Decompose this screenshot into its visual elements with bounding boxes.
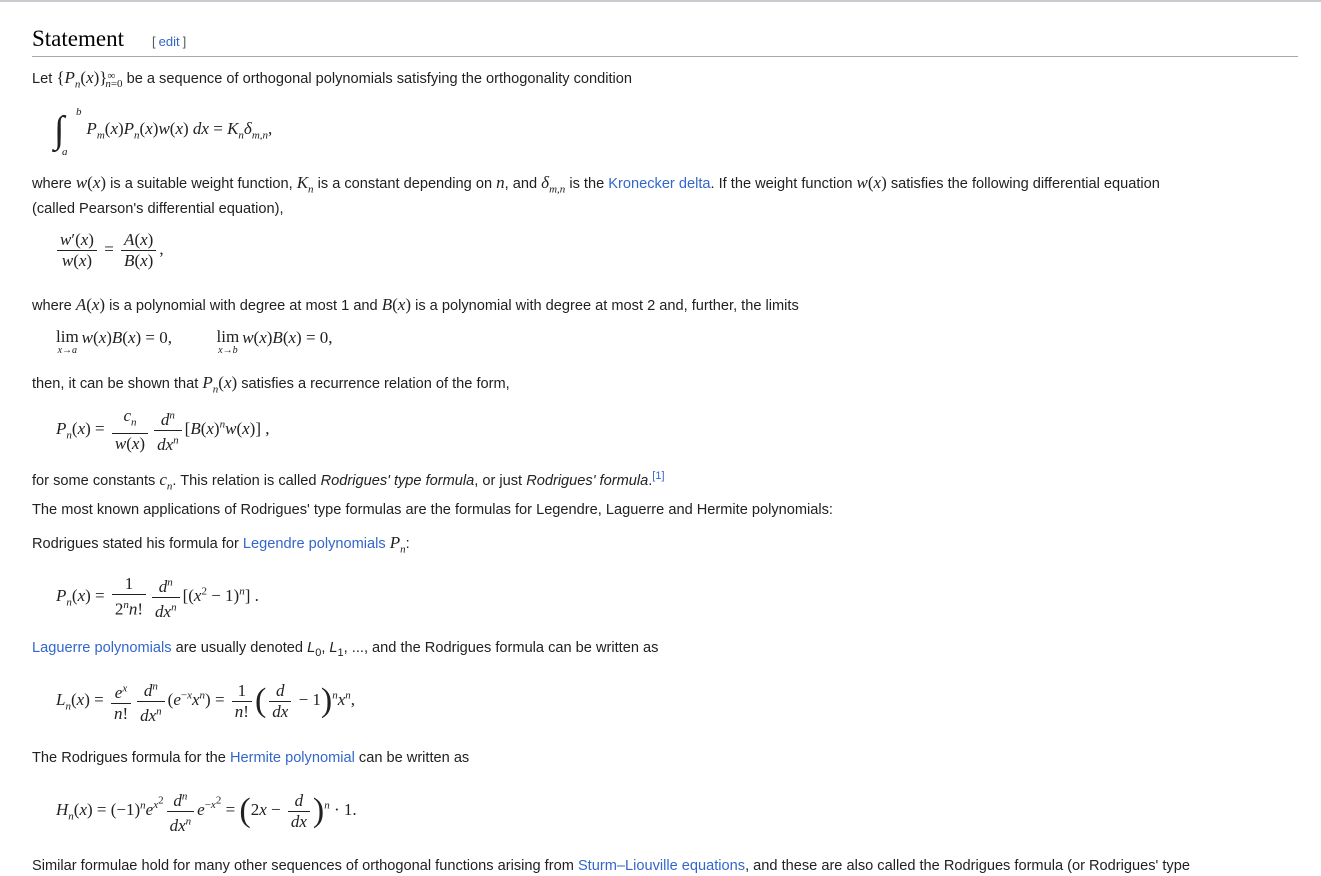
math-sequence: $\{P_n(x)\}_{\infty n=0}$ xyxy=(56,68,123,91)
formula-hermite: $H_n(x) = (-1)^ne^{x^2}$ $\frac{d^n}{dx^n}$ $e^{-x^2} = (2x$ − $\frac{d}{dx}$ )$^n$ · 1. xyxy=(56,786,357,836)
formula-orthogonality: ∫ b a $P_m(x)P_n(x)w(x)$ dx = $K_n\delta_{m,n}$, xyxy=(54,106,273,158)
paragraph-intro: Let $\{P_n(x)\}_{\infty n=0}$ be a sequence of orthogonal polynomials satisfying the orthogonality condition xyxy=(32,68,633,91)
link-legendre-polynomials[interactable]: Legendre polynomials xyxy=(242,536,386,552)
link-sturm-liouville[interactable]: Sturm–Liouville equations xyxy=(577,858,746,874)
paragraph-laguerre: Laguerre polynomials are usually denoted $L_0$, $L_1$, ..., and the Rodrigues formula can be written as xyxy=(32,640,659,659)
formula-legendre: $P_n(x)$ = $\frac{1}{2^nn!}$ $\frac{d^n}{dx^n}$ $[(x^2 - 1)^n]$ . xyxy=(56,572,259,622)
edit-section: [ edit ] xyxy=(152,34,187,49)
reference-link[interactable]: [1] xyxy=(652,470,665,482)
section-title: Statement xyxy=(32,26,124,51)
paragraph-sturm-liouville: Similar formulae hold for many other sequences of orthogonal functions arising from Sturm–Liouville equations, and these are also called the Rodrigues formula (or Rodrigues' type xyxy=(32,858,1190,874)
formula-pearson: $\frac{w'(x)}{w(x)}$ = $\frac{A(x)}{B(x)}$ , xyxy=(54,230,164,271)
paragraph-limits: where A(x) is a polynomial with degree at most 1 and B(x) is a polynomial with degree at most 2 and, further, the limits xyxy=(32,295,799,314)
paragraph-hermite: The Rodrigues formula for the Hermite polynomial can be written as xyxy=(32,750,470,766)
link-hermite-polynomial[interactable]: Hermite polynomial xyxy=(229,750,355,766)
paragraph-applications: The most known applications of Rodrigues' type formulas are the formulas for Legendre, Laguerre and Hermite polynomials: xyxy=(32,502,833,518)
formula-laguerre: $L_n(x)$ = $\frac{e^x}{n!}$ $\frac{d^n}{dx^n}$ $(e^{-x}x^n)$ = $\frac{1}{n!}$ ( $\frac{d}{dx}$ − $1)^nx^n$, xyxy=(56,676,355,726)
paragraph-recurrence: then, it can be shown that $P_n(x)$ satisfies a recurrence relation of the form, xyxy=(32,373,510,396)
paragraph-constants: for some constants $c_n$. This relation is called Rodrigues' type formula, or just Rodrigues' formula.[1] xyxy=(32,469,665,493)
paragraph-legendre: Rodrigues stated his formula for Legendre polynomials $P_n$: xyxy=(32,533,410,556)
link-laguerre-polynomials[interactable]: Laguerre polynomials xyxy=(32,640,172,656)
top-border xyxy=(0,0,1321,2)
paragraph-weight: where w(x) is a suitable weight function, $K_n$ is a constant depending on n, and $\delta_{m,n}$ is the Kronecker delta. If the weight function w(x) satisfies the following differential equation xyxy=(32,173,1160,196)
edit-link[interactable]: edit xyxy=(158,34,180,49)
section-heading xyxy=(32,26,1298,57)
paragraph-pearson: (called Pearson's differential equation), xyxy=(32,201,284,217)
link-kronecker-delta[interactable]: Kronecker delta xyxy=(608,176,711,192)
formula-rodrigues-type: $P_n(x)$ = $\frac{c_n}{w(x)}$ $\frac{d^n}{dx^n}$ $[B(x)^nw(x)]$ , xyxy=(56,406,270,455)
formula-limits: lim x→a w(x)B(x) = 0, lim x→b w(x)B(x) = 0, xyxy=(56,327,333,356)
